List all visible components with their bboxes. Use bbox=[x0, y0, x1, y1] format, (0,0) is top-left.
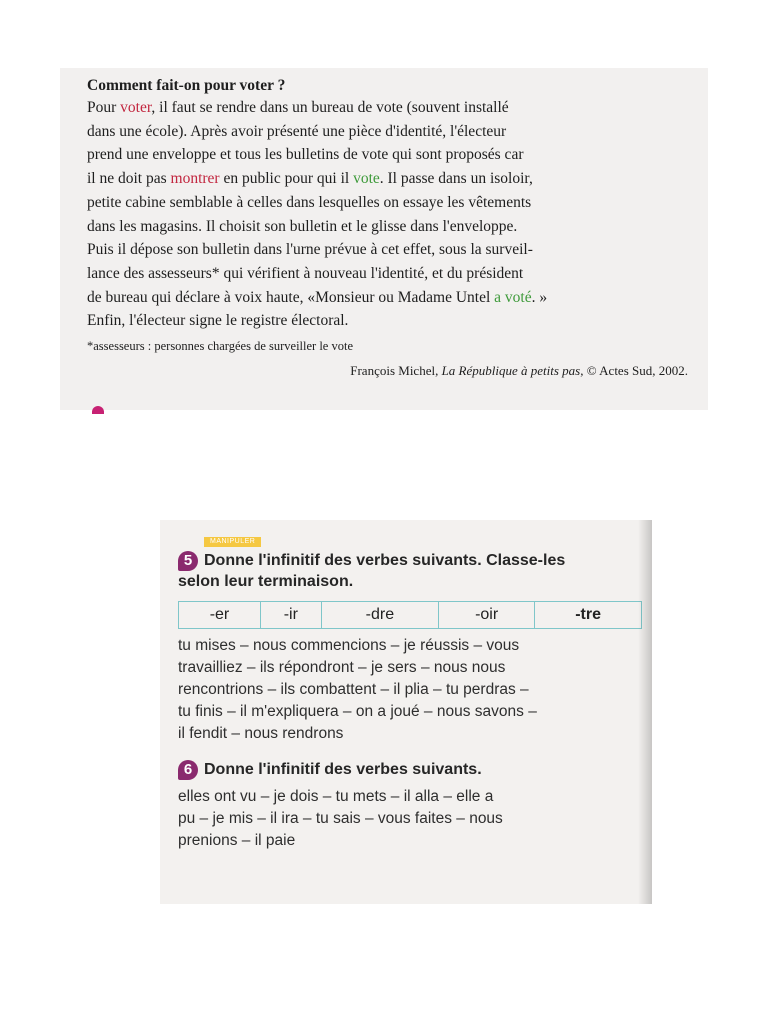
source-book: La République à petits pas bbox=[441, 363, 581, 379]
text-segment: . Il passe dans un isoloir, bbox=[379, 170, 533, 188]
verb-line: elles ont vu – je dois – tu mets – il alla – elle a bbox=[178, 788, 494, 805]
reading-text-scan bbox=[60, 68, 708, 410]
text-line bbox=[87, 120, 708, 144]
highlighted-word: vote bbox=[353, 170, 380, 188]
text-line bbox=[87, 286, 708, 310]
text-line bbox=[87, 96, 708, 120]
exercise-5-verbs bbox=[178, 635, 652, 745]
verb-line: tu mises – nous commencions – je réussis – vous bbox=[178, 637, 520, 654]
exercise-5-title: Donne l'infinitif des verbes suivants. Classe-les bbox=[204, 552, 566, 569]
exercise-6-title: Donne l'infinitif des verbes suivants. bbox=[204, 761, 482, 778]
verb-line: tu finis – il m'expliquera – on a joué – nous savons – bbox=[178, 703, 537, 720]
text-line bbox=[87, 262, 708, 286]
exercise-5-number: 5 bbox=[178, 551, 198, 571]
ending-er: -er bbox=[179, 602, 261, 629]
text-segment: . » bbox=[531, 288, 548, 306]
text-segment: Enfin, l'électeur signe le registre électoral. bbox=[87, 312, 349, 330]
ending-table bbox=[178, 601, 642, 629]
text-title: Comment fait-on pour voter ? bbox=[87, 77, 286, 94]
text-line bbox=[87, 143, 708, 167]
verb-line: rencontrions – ils combattent – il plia – tu perdras – bbox=[178, 681, 529, 698]
ending-ir: -ir bbox=[260, 602, 321, 629]
highlighted-word: montrer bbox=[170, 170, 220, 188]
text-segment: dans les magasins. Il choisit son bulletin et le glisse dans l'enveloppe. bbox=[87, 217, 518, 235]
ending-dre: -dre bbox=[321, 602, 438, 629]
text-body bbox=[87, 96, 708, 333]
ending-oir: -oir bbox=[439, 602, 535, 629]
ending-tre: -tre bbox=[535, 602, 642, 629]
source-citation bbox=[87, 362, 708, 380]
verb-line: travailliez – ils répondront – je sers – nous nous bbox=[178, 659, 506, 676]
text-segment: dans une école). Après avoir présenté une pièce d'identité, l'électeur bbox=[87, 122, 507, 140]
exercise-5-title-line2: selon leur terminaison. bbox=[178, 573, 354, 590]
source-publisher: , © Actes Sud, 2002. bbox=[580, 363, 688, 379]
text-line bbox=[87, 167, 708, 191]
text-segment: de bureau qui déclare à voix haute, «Monsieur ou Madame Untel bbox=[87, 288, 495, 306]
highlighted-word: a voté bbox=[494, 288, 532, 306]
source-author: François Michel, bbox=[350, 363, 442, 379]
verb-line: il fendit – nous rendrons bbox=[178, 725, 344, 742]
text-segment: il ne doit pas bbox=[87, 170, 171, 188]
exercise-6-number: 6 bbox=[178, 760, 198, 780]
exercise-5-heading bbox=[178, 550, 652, 571]
exercise-6-verbs bbox=[178, 786, 652, 852]
highlighted-word: voter bbox=[120, 99, 152, 116]
text-segment: lance des assesseurs* qui vérifient à nouveau l'identité, et du président bbox=[87, 264, 524, 282]
text-segment: Pour bbox=[87, 99, 121, 116]
text-segment: Puis il dépose son bulletin dans l'urne prévue à cet effet, sous la surveil- bbox=[87, 241, 533, 259]
next-exercise-marker bbox=[92, 406, 104, 414]
text-segment: petite cabine semblable à celles dans lesquelles on essaye les vêtements bbox=[87, 193, 532, 211]
page-binding-shadow bbox=[638, 520, 652, 904]
text-line bbox=[87, 309, 708, 333]
verb-line: prenions – il paie bbox=[178, 832, 296, 849]
verb-line: pu – je mis – il ira – tu sais – vous faites – nous bbox=[178, 810, 503, 827]
text-segment: prend une enveloppe et tous les bulletins de vote qui sont proposés car bbox=[87, 146, 524, 164]
exercise-scan bbox=[160, 520, 652, 904]
text-line bbox=[87, 191, 708, 215]
text-segment: en public pour qui il bbox=[219, 170, 354, 188]
category-tag: MANIPULER bbox=[204, 537, 261, 547]
footnote: *assesseurs : personnes chargées de surveiller le vote bbox=[87, 339, 354, 354]
text-line bbox=[87, 238, 708, 262]
text-segment: , il faut se rendre dans un bureau de vote (souvent installé bbox=[151, 99, 509, 116]
exercise-6-heading bbox=[178, 759, 652, 780]
text-line bbox=[87, 215, 708, 239]
